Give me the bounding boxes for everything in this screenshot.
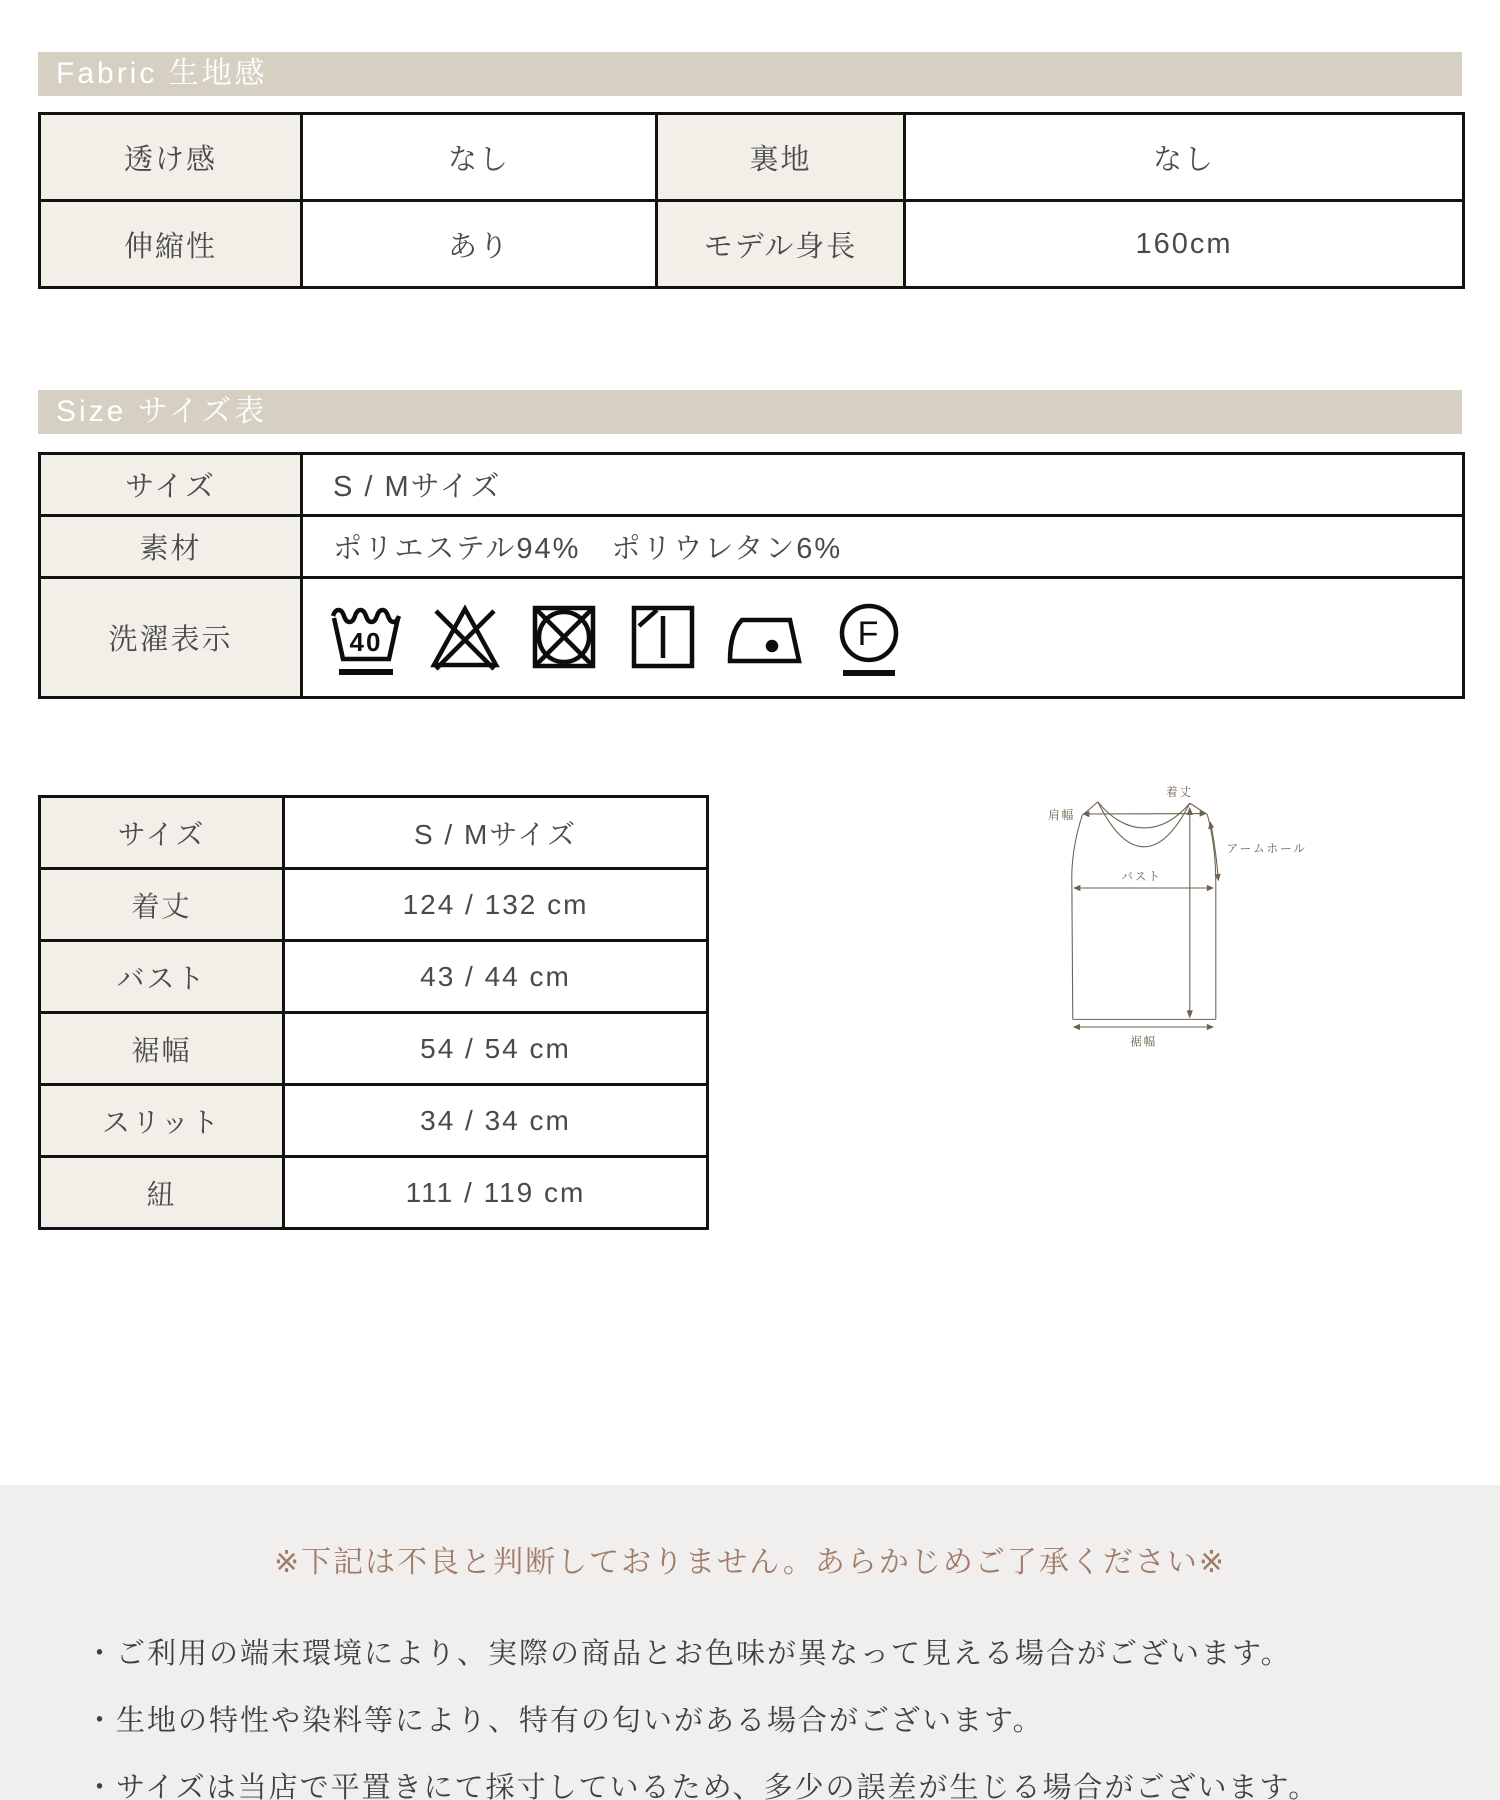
diagram-label-bust: バスト bbox=[1121, 870, 1162, 884]
table-row bbox=[40, 114, 1464, 201]
disclaimer-item: ・ご利用の端末環境により、実際の商品とお色味が異なって見える場合がございます。 bbox=[85, 1638, 1292, 1670]
measure-label-strap: 紐 bbox=[40, 1157, 284, 1229]
fabric-section-header: Fabric 生地感 bbox=[38, 52, 1462, 96]
table-row bbox=[40, 516, 1464, 578]
size-section-header: Size サイズ表 bbox=[38, 390, 1462, 434]
left-side-seam bbox=[1072, 885, 1073, 1020]
left-armhole bbox=[1072, 815, 1082, 885]
measurement-table bbox=[38, 795, 709, 1230]
iron-low-icon bbox=[721, 595, 811, 681]
dry-clean-letter: F bbox=[857, 614, 881, 653]
garment-measurement-diagram bbox=[880, 775, 1470, 1405]
disclaimer-item: ・サイズは当店で平置きにて採寸しているため、多少の誤差が生じる場合がございます。 bbox=[85, 1772, 1320, 1800]
fabric-value-stretch: あり bbox=[302, 201, 657, 288]
fabric-value-model-height: 160cm bbox=[905, 201, 1464, 288]
size-value: S / Mサイズ bbox=[302, 454, 1464, 516]
disclaimer-item: ・生地の特性や染料等により、特有の匂いがある場合がございます。 bbox=[85, 1705, 1044, 1737]
material-value: ポリエステル94% ポリウレタン6% bbox=[302, 516, 1464, 578]
fabric-label-sheerness: 透け感 bbox=[40, 114, 302, 201]
measure-value-size: S / Mサイズ bbox=[284, 797, 708, 869]
fabric-value-lining: なし bbox=[905, 114, 1464, 201]
measure-label-hem-width: 裾幅 bbox=[40, 1013, 284, 1085]
disclaimer-heading: ※下記は不良と判断しておりません。あらかじめご了承ください※ bbox=[273, 1546, 1227, 1579]
dry-clean-f-icon bbox=[828, 595, 910, 681]
front-neckline bbox=[1098, 802, 1190, 847]
no-tumble-dry-icon bbox=[523, 595, 605, 681]
material-label: 素材 bbox=[40, 516, 302, 578]
measure-label-slit: スリット bbox=[40, 1085, 284, 1157]
fabric-label-stretch: 伸縮性 bbox=[40, 201, 302, 288]
fabric-table bbox=[38, 112, 1465, 289]
table-row bbox=[40, 941, 708, 1013]
care-label: 洗濯表示 bbox=[40, 578, 302, 698]
table-row bbox=[40, 869, 708, 941]
size-label: サイズ bbox=[40, 454, 302, 516]
disclaimer-section bbox=[0, 1485, 1500, 1800]
care-symbols bbox=[303, 595, 1462, 681]
fabric-label-model-height: モデル身長 bbox=[657, 201, 905, 288]
measure-value-hem-width: 54 / 54 cm bbox=[284, 1013, 708, 1085]
table-row bbox=[40, 797, 708, 869]
size-info-table bbox=[38, 452, 1465, 699]
table-row bbox=[40, 1157, 708, 1229]
wash-temperature: 40 bbox=[349, 626, 383, 657]
diagram-label-length: 着丈 bbox=[1166, 786, 1193, 800]
fabric-value-sheerness: なし bbox=[302, 114, 657, 201]
table-row bbox=[40, 1085, 708, 1157]
no-bleach-icon bbox=[424, 595, 506, 681]
measure-value-slit: 34 / 34 cm bbox=[284, 1085, 708, 1157]
table-row bbox=[40, 454, 1464, 516]
measure-value-bust: 43 / 44 cm bbox=[284, 941, 708, 1013]
wash-40-icon bbox=[325, 595, 407, 681]
measure-value-length: 124 / 132 cm bbox=[284, 869, 708, 941]
measure-value-strap: 111 / 119 cm bbox=[284, 1157, 708, 1229]
table-row bbox=[40, 1013, 708, 1085]
diagram-label-armhole: アームホール bbox=[1226, 842, 1307, 856]
table-row bbox=[40, 201, 1464, 288]
shade-dry-icon bbox=[622, 595, 704, 681]
measure-label-size: サイズ bbox=[40, 797, 284, 869]
measure-label-bust: バスト bbox=[40, 941, 284, 1013]
back-neckline bbox=[1098, 802, 1190, 828]
diagram-label-hem: 裾幅 bbox=[1130, 1035, 1158, 1049]
fabric-label-lining: 裏地 bbox=[657, 114, 905, 201]
diagram-label-shoulder: 肩幅 bbox=[1048, 808, 1076, 822]
measure-label-length: 着丈 bbox=[40, 869, 284, 941]
table-row bbox=[40, 578, 1464, 698]
